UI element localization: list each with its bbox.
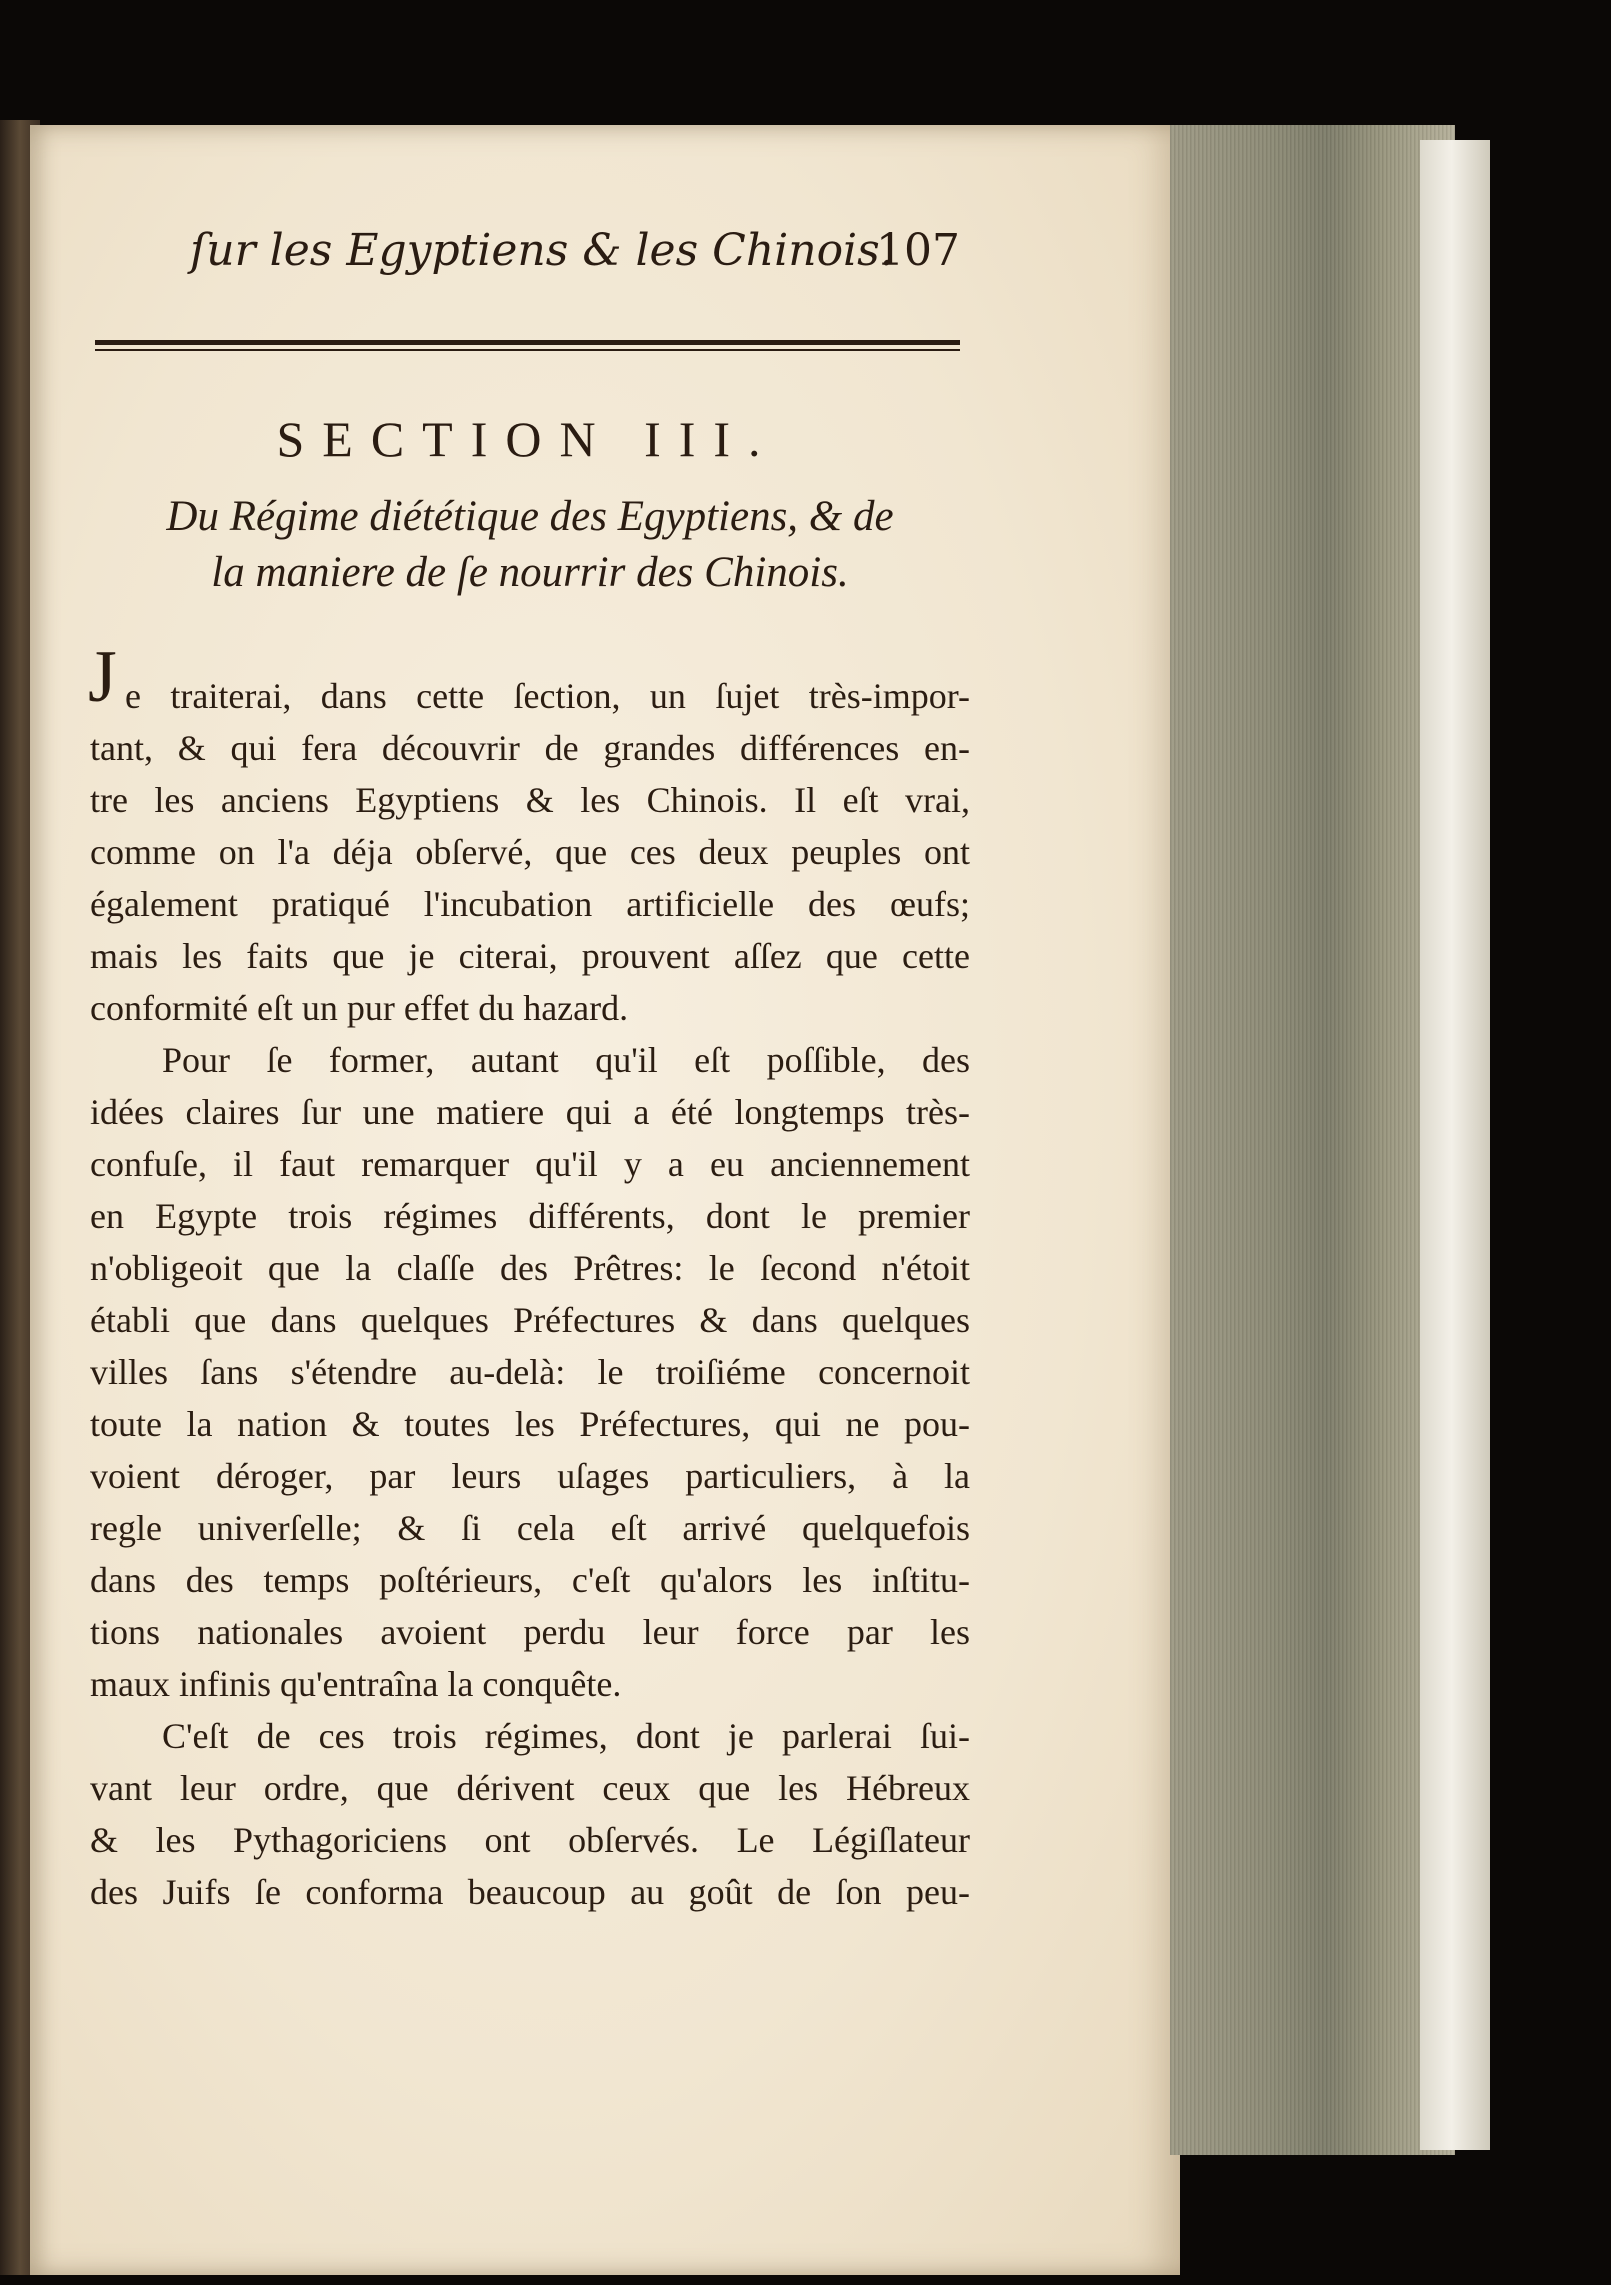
- text-line: également pratiqué l'incubation artificielle des œufs;: [90, 884, 970, 924]
- section-title: SECTION III.: [276, 411, 779, 467]
- text-line: vant leur ordre, que dérivent ceux que les Hébreux: [90, 1768, 970, 1808]
- text-line: mais les faits que je citerai, prouvent aſſez que cette: [90, 936, 970, 976]
- text-line: toute la nation & toutes les Préfectures, qui ne pou-: [90, 1404, 970, 1444]
- text-line: voient déroger, par leurs uſages particuliers, à la: [90, 1456, 970, 1496]
- text-line: C'eſt de ces trois régimes, dont je parlerai ſui-: [162, 1716, 970, 1756]
- text-line: en Egypte trois régimes différents, dont le premier: [90, 1196, 970, 1236]
- text-line: Pour ſe former, autant qu'il eſt poſſible, des: [162, 1040, 970, 1080]
- section-subtitle-line: la maniere de ſe nourrir des Chinois.: [211, 549, 849, 596]
- text-line: tions nationales avoient perdu leur force par les: [90, 1612, 970, 1652]
- header-double-rule: [95, 340, 960, 354]
- rule-thick: [95, 340, 960, 345]
- text-line: confuſe, il faut remarquer qu'il y a eu anciennement: [90, 1144, 970, 1184]
- text-line: tant, & qui fera découvrir de grandes différences en-: [90, 728, 970, 768]
- text-line: comme on l'a déja obſervé, que ces deux peuples ont: [90, 832, 970, 872]
- text-line: établi que dans quelques Préfectures & dans quelques: [90, 1300, 970, 1340]
- text-line: villes ſans s'étendre au-delà: le troiſiéme concernoit: [90, 1352, 970, 1392]
- text-line: n'obligeoit que la claſſe des Prêtres: le ſecond n'étoit: [90, 1248, 970, 1288]
- text-line: tre les anciens Egyptiens & les Chinois. Il eſt vrai,: [90, 780, 970, 820]
- text-line: idées claires ſur une matiere qui a été longtemps très-: [90, 1092, 970, 1132]
- running-head: [190, 225, 960, 276]
- text-line: dans des temps poſtérieurs, c'eſt qu'alors les inſtitu-: [90, 1560, 970, 1600]
- text-line: conformité eſt un pur effet du hazard.: [90, 988, 629, 1028]
- text-line: & les Pythagoriciens ont obſervés. Le Légiſlateur: [90, 1820, 970, 1860]
- section-subtitle-line: Du Régime diététique des Egyptiens, & de: [166, 493, 894, 540]
- text-line: maux infinis qu'entraîna la conquête.: [90, 1664, 622, 1704]
- text-line: regle univerſelle; & ſi cela eſt arrivé quelquefois: [90, 1508, 970, 1548]
- text-line: des Juifs ſe conforma beaucoup au goût de ſon peu-: [90, 1872, 970, 1912]
- running-head-title: ſur les Egyptiens & les Chinois.: [190, 225, 894, 276]
- rule-thin: [95, 349, 960, 351]
- page-number: 107: [876, 225, 960, 276]
- drop-cap: J: [88, 636, 117, 718]
- text-line: e traiterai, dans cette ſection, un ſujet très-impor-: [125, 676, 970, 716]
